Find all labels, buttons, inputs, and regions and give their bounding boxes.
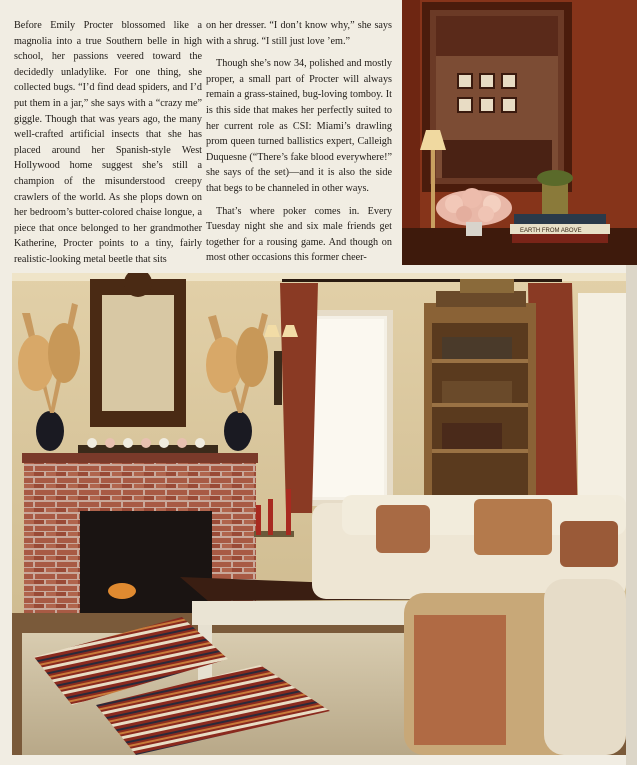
living-room-illustration xyxy=(12,273,626,755)
photo-dresser-vignette xyxy=(402,0,637,265)
book-spine-text: EARTH FROM ABOVE xyxy=(520,228,582,234)
paragraph: Though she’s now 34, polished and mostly proper, a small part of Procter will always remain a grass-stained, bug-loving tomboy. It is this side that makes her perfectly suited to her current role as CSI: Miami’s drawling prom queen turned ballistics expert, Calleigh Duquesne (“There’s fake blood everywhere!” she says of the set)—and it is also the side that begs to be channeled in other ways. xyxy=(206,58,392,194)
paragraph: Before Emily Procter blossomed like a magnolia into a true Southern belle in high school, her passions veered toward the decidedly unladylike. For one thing, she collected bugs. “I’d find dead spiders, and I’d put them in a jar,” she says with a “crazy me” giggle. Though that was years ago, the many well-crafted artificial insects that she has placed around her Spanish-style West Hollywood home suggest she’s still a champion of the misunderstood creepy crawlers of the world. As she plops down on her bedroom’s butter-colored chaise longue, a piece that once belonged to her grandmother Katherine, Procter points to a tiny, fairly realistic-looking metal beetle that sits xyxy=(14,20,202,265)
photo-living-room xyxy=(12,273,626,755)
dresser-vignette-illustration xyxy=(402,0,637,265)
text-column-right xyxy=(206,18,392,273)
page-gutter xyxy=(626,265,637,765)
paragraph: on her dresser. “I don’t know why,” she says with a shrug. “I still just love ’em.” xyxy=(206,20,392,47)
text-column-left xyxy=(14,18,202,275)
paragraph: That’s where poker comes in. Every Tuesday night she and six male friends get together for a rousing game. And though on most other occasions this former cheer- xyxy=(206,205,392,264)
